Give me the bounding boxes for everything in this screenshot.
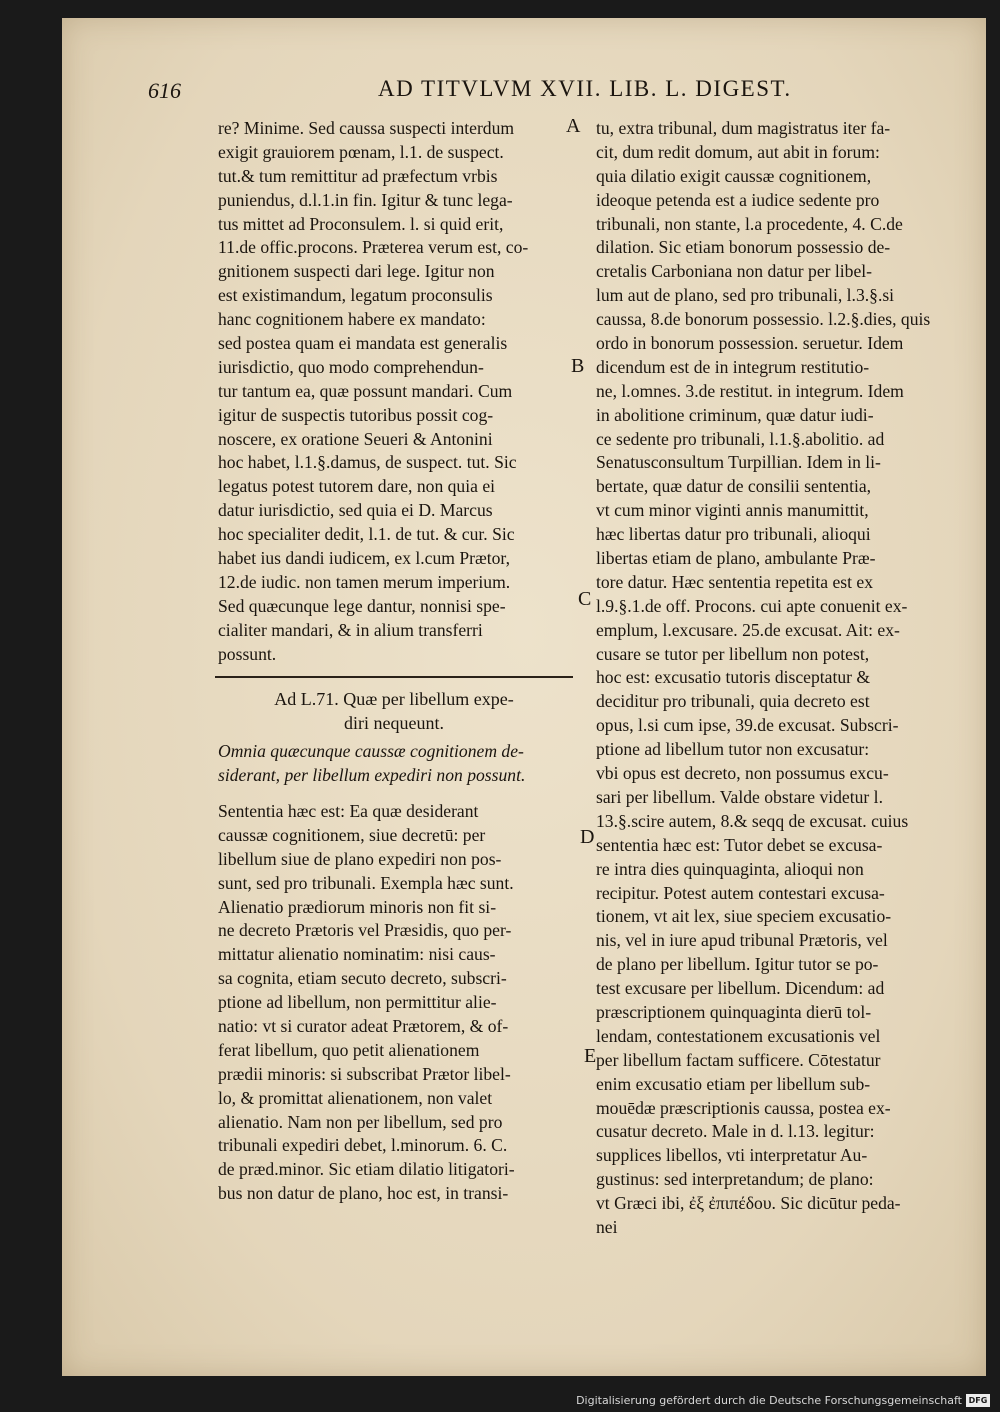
text-line: iurisdictio, quo modo comprehendun- bbox=[218, 356, 484, 377]
law-heading bbox=[218, 687, 570, 735]
text-line: re intra dies quinquaginta, alioqui non bbox=[596, 858, 864, 879]
summary-line: Omnia quæcunque caussæ cognitionem de- bbox=[218, 741, 524, 761]
text-line: cusare se tutor per libellum non potest, bbox=[596, 643, 870, 664]
text-line: exigit grauiorem pœnam, l.1. de suspect. bbox=[218, 141, 504, 162]
text-line: enim excusatio etiam per libellum sub- bbox=[596, 1073, 871, 1094]
left-column-top bbox=[218, 117, 570, 666]
text-line: lum aut de plano, sed pro tribunali, l.3.§.si bbox=[596, 285, 895, 306]
summary-line: siderant, per libellum expediri non possunt. bbox=[218, 765, 526, 785]
text-line: nis, vel in iure apud tribunal Prætoris, vel bbox=[596, 930, 888, 951]
text-line: ordo in bonorum possession. seruetur. Idem bbox=[596, 333, 904, 354]
text-line: sententia hæc est: Tutor debet se excusa- bbox=[596, 834, 883, 855]
digitization-footer bbox=[0, 1392, 1000, 1412]
text-line: sa cognita, etiam secuto decreto, subscri- bbox=[218, 968, 507, 989]
text-line: gnitionem suspecti dari lege. Igitur non bbox=[218, 261, 495, 282]
text-line: lo, & promittat alienationem, non valet bbox=[218, 1087, 493, 1108]
text-line: recipitur. Potest autem contestari excusa- bbox=[596, 882, 885, 903]
footer-credit: Digitalisierung gefördert durch die Deutsche Forschungsgemeinschaft bbox=[576, 1394, 962, 1407]
text-line: sunt, sed pro tribunali. Exempla hæc sunt. bbox=[218, 872, 514, 893]
text-line: cretalis Carboniana non datur per libel- bbox=[596, 261, 873, 282]
text-line: natio: vt si curator adeat Prætorem, & of- bbox=[218, 1016, 509, 1037]
text-line: tus mittet ad Proconsulem. l. si quid erit, bbox=[218, 213, 504, 234]
text-line: tur tantum ea, quæ possunt mandari. Cum bbox=[218, 380, 513, 401]
text-line: ptione ad libellum, non permittitur alie- bbox=[218, 992, 497, 1013]
text-line: cit, dum redit domum, aut abit in forum: bbox=[596, 141, 880, 162]
text-line: caussa, 8.de bonorum possessio. l.2.§.dies, quis bbox=[596, 309, 931, 330]
text-line: datur iurisdictio, sed quia ei D. Marcus bbox=[218, 500, 493, 521]
text-line: Senatusconsultum Turpillian. Idem in li- bbox=[596, 452, 881, 473]
dfg-logo-icon: DFG bbox=[966, 1394, 990, 1407]
text-line: possunt. bbox=[218, 643, 277, 664]
text-line: hoc habet, l.1.§.damus, de suspect. tut. Sic bbox=[218, 452, 517, 473]
text-line: legatus potest tutorem dare, non quia ei bbox=[218, 476, 496, 497]
text-line: libertas etiam de plano, ambulante Præ- bbox=[596, 548, 876, 569]
text-line: dicendum est de in integrum restitutio- bbox=[596, 356, 870, 377]
text-line: dilation. Sic etiam bonorum possessio de- bbox=[596, 237, 891, 258]
text-line: l.9.§.1.de off. Procons. cui apte conuenit ex- bbox=[596, 595, 908, 616]
text-line: in abolitione criminum, quæ datur iudi- bbox=[596, 404, 874, 425]
text-line: hæc libertas datur pro tribunali, alioqui bbox=[596, 524, 871, 545]
text-line: Alienatio prædiorum minoris non fit si- bbox=[218, 896, 497, 917]
text-line: tribunali, non stante, l.a procedente, 4. C.de bbox=[596, 213, 903, 234]
text-line: Sententia hæc est: Ea quæ desiderant bbox=[218, 801, 479, 821]
text-line: mittatur alienatio nominatim: nisi caus- bbox=[218, 944, 496, 965]
text-line: tu, extra tribunal, dum magistratus iter fa- bbox=[596, 118, 891, 138]
text-line: vt cum minor viginti annis manumittit, bbox=[596, 500, 869, 521]
text-line: test excusare per libellum. Dicendum: ad bbox=[596, 978, 885, 999]
text-line: tore datur. Hæc sententia repetita est ex bbox=[596, 571, 873, 592]
text-line: nei bbox=[596, 1216, 618, 1237]
text-line: deciditur pro tribunali, quia decreto est bbox=[596, 691, 870, 712]
text-line: tribunali expediri debet, l.minorum. 6. C. bbox=[218, 1135, 508, 1156]
text-line: ideoque petenda est a iudice sedente pro bbox=[596, 189, 880, 210]
text-line: ptione ad libellum tutor non excusatur: bbox=[596, 739, 870, 760]
text-line: quia dilatio exigit caussæ cognitionem, bbox=[596, 165, 872, 186]
law-heading-line: diri nequeunt. bbox=[344, 713, 444, 733]
text-line: ce sedente pro tribunali, l.1.§.abolitio. ad bbox=[596, 428, 885, 449]
text-line: bertate, quæ datur de consilii sententia, bbox=[596, 476, 872, 497]
text-line: caussæ cognitionem, siue decretū: per bbox=[218, 824, 486, 845]
text-line: emplum, l.excusare. 25.de excusat. Ait: ex- bbox=[596, 619, 900, 640]
text-line: ne decreto Prætoris vel Præsidis, quo per- bbox=[218, 920, 512, 941]
text-line: lendam, contestationem excusationis vel bbox=[596, 1025, 881, 1046]
text-line: de præd.minor. Sic etiam dilatio litigatori- bbox=[218, 1159, 515, 1180]
text-line: re? Minime. Sed caussa suspecti interdum bbox=[218, 118, 515, 138]
text-line: sed postea quam ei mandata est generalis bbox=[218, 333, 508, 354]
text-line: habet ius dandi iudicem, ex l.cum Prætor, bbox=[218, 548, 510, 569]
text-line: cialiter mandari, & in alium transferri bbox=[218, 619, 483, 640]
text-line: 11.de offic.procons. Præterea verum est, co- bbox=[218, 237, 529, 258]
text-line: Sed quæcunque lege dantur, nonnisi spe- bbox=[218, 595, 506, 616]
text-line: præscriptionem quinquaginta dierū tol- bbox=[596, 1001, 872, 1022]
text-line: 12.de iudic. non tamen merum imperium. bbox=[218, 571, 511, 592]
margin-letter-e: E bbox=[584, 1045, 597, 1067]
law-summary bbox=[218, 739, 570, 787]
text-line: prædii minoris: si subscribat Prætor libel- bbox=[218, 1063, 511, 1084]
margin-letter-a: A bbox=[566, 115, 581, 137]
text-line: 13.§.scire autem, 8.& seqq de excusat. cuius bbox=[596, 810, 909, 831]
text-line: ne, l.omnes. 3.de restitut. in integrum. Idem bbox=[596, 380, 904, 401]
text-line: per libellum factam sufficere. Cōtestatur bbox=[596, 1049, 881, 1070]
text-line: hoc specialiter dedit, l.1. de tut. & cur. Sic bbox=[218, 524, 515, 545]
margin-letter-c: C bbox=[578, 588, 592, 610]
text-line: vt Græci ibi, ἐξ ἐπιπέδου. Sic dicūtur peda- bbox=[596, 1193, 901, 1214]
text-line: mouēdæ præscriptionis caussa, postea ex- bbox=[596, 1097, 891, 1118]
text-line: igitur de suspectis tutoribus possit cog- bbox=[218, 404, 494, 425]
text-line: bus non datur de plano, hoc est, in transi- bbox=[218, 1183, 509, 1204]
text-line: alienatio. Nam non per libellum, sed pro bbox=[218, 1111, 503, 1132]
page-number: 616 bbox=[148, 78, 181, 103]
section-divider bbox=[215, 676, 573, 678]
text-line: puniendus, d.l.1.in fin. Igitur & tunc lega- bbox=[218, 189, 513, 210]
right-column bbox=[596, 117, 952, 1240]
text-line: de plano per libellum. Igitur tutor se po- bbox=[596, 954, 879, 975]
margin-letter-b: B bbox=[571, 355, 585, 377]
text-line: opus, l.si cum ipse, 39.de excusat. Subscri- bbox=[596, 715, 899, 736]
margin-letter-d: D bbox=[580, 826, 595, 848]
text-line: vbi opus est decreto, non possumus excu- bbox=[596, 763, 889, 784]
text-line: est existimandum, legatum proconsulis bbox=[218, 285, 493, 306]
text-line: supplices libellos, vti interpretatur Au- bbox=[596, 1145, 868, 1166]
text-line: libellum siue de plano expediri non pos- bbox=[218, 848, 502, 869]
page-header bbox=[148, 76, 792, 112]
text-line: cusatur decreto. Male in d. l.13. legitur: bbox=[596, 1121, 875, 1142]
text-line: sari per libellum. Valde obstare videtur l. bbox=[596, 786, 883, 807]
text-line: noscere, ex oratione Seueri & Antonini bbox=[218, 428, 493, 449]
text-line: hoc est: excusatio tutoris disceptatur & bbox=[596, 667, 871, 688]
text-line: ferat libellum, quo petit alienationem bbox=[218, 1039, 480, 1060]
text-line: gustinus: sed interpretandum; de plano: bbox=[596, 1169, 874, 1190]
text-line: tut.& tum remittitur ad præfectum vrbis bbox=[218, 165, 498, 186]
text-line: tionem, vt ait lex, siue speciem excusatio- bbox=[596, 906, 892, 927]
running-title: AD TITVLVM XVII. LIB. L. DIGEST. bbox=[378, 76, 792, 101]
left-column-bottom bbox=[218, 800, 570, 1206]
law-heading-line: Ad L.71. Quæ per libellum expe- bbox=[274, 689, 514, 709]
text-line: hanc cognitionem habere ex mandato: bbox=[218, 309, 486, 330]
